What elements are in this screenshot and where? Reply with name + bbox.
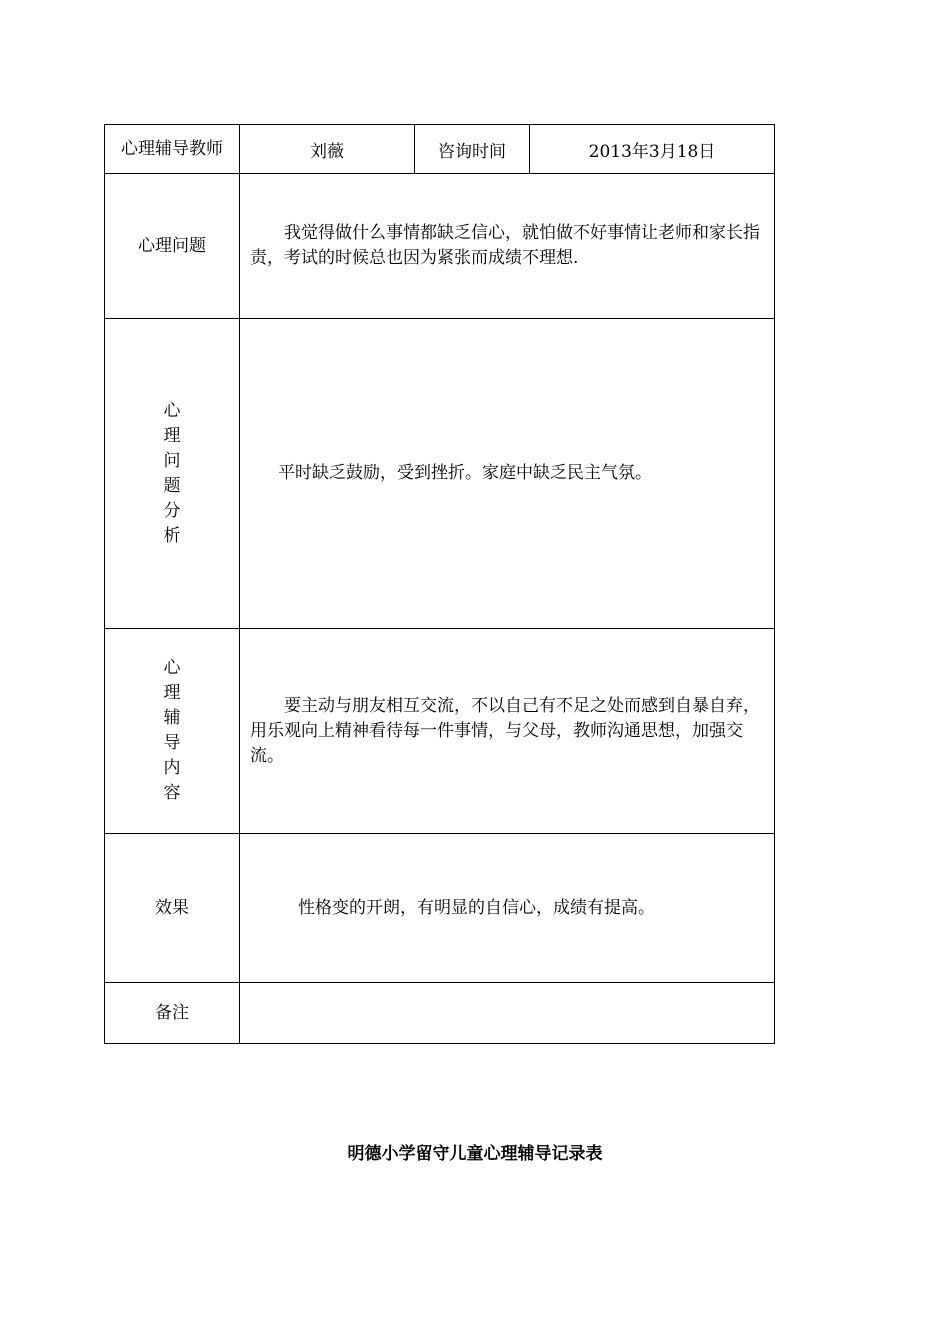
counseling-record-table <box>104 124 775 1044</box>
guidance-label-char: 容 <box>163 783 181 803</box>
teacher-name: 刘薇 <box>240 125 415 174</box>
guidance-label-char: 心 <box>163 658 181 678</box>
teacher-label: 心理辅导教师 <box>105 125 240 174</box>
problem-row <box>105 174 775 319</box>
effect-row <box>105 834 775 983</box>
guidance-label-char: 辅 <box>163 708 181 728</box>
analysis-label-char: 析 <box>163 525 181 546</box>
guidance-label-char: 内 <box>163 758 181 778</box>
document-title: 明德小学留守儿童心理辅导记录表 <box>347 1144 603 1164</box>
problem-label: 心理问题 <box>105 174 240 319</box>
guidance-row <box>105 629 775 834</box>
remarks-row <box>105 983 775 1044</box>
remarks-label: 备注 <box>105 983 240 1044</box>
guidance-label-char: 导 <box>163 733 181 753</box>
effect-label: 效果 <box>105 834 240 983</box>
analysis-label-char: 题 <box>163 475 181 496</box>
guidance-label-char: 理 <box>163 683 181 703</box>
analysis-row <box>105 319 775 629</box>
analysis-label-char: 分 <box>163 500 181 521</box>
problem-text: 我觉得做什么事情都缺乏信心，就怕做不好事情让老师和家长指责，考试的时候总也因为紧张而成绩不理想. <box>240 174 775 319</box>
remarks-text <box>240 983 775 1044</box>
effect-text: 性格变的开朗，有明显的自信心，成绩有提高。 <box>240 834 775 983</box>
guidance-text: 要主动与朋友相互交流，不以自己有不足之处而感到自暴自弃，用乐观向上精神看待每一件事情，与父母，教师沟通思想，加强交流。 <box>240 629 775 834</box>
analysis-label-char: 问 <box>163 450 181 471</box>
guidance-label <box>105 629 240 834</box>
time-label: 咨询时间 <box>415 125 530 174</box>
analysis-text: 平时缺乏鼓励，受到挫折。家庭中缺乏民主气氛。 <box>240 319 775 629</box>
time-value: 2013年3月18日 <box>530 125 775 174</box>
analysis-label-char: 理 <box>163 425 181 446</box>
analysis-label-char: 心 <box>163 400 181 421</box>
header-row <box>105 125 775 174</box>
analysis-label <box>105 319 240 629</box>
